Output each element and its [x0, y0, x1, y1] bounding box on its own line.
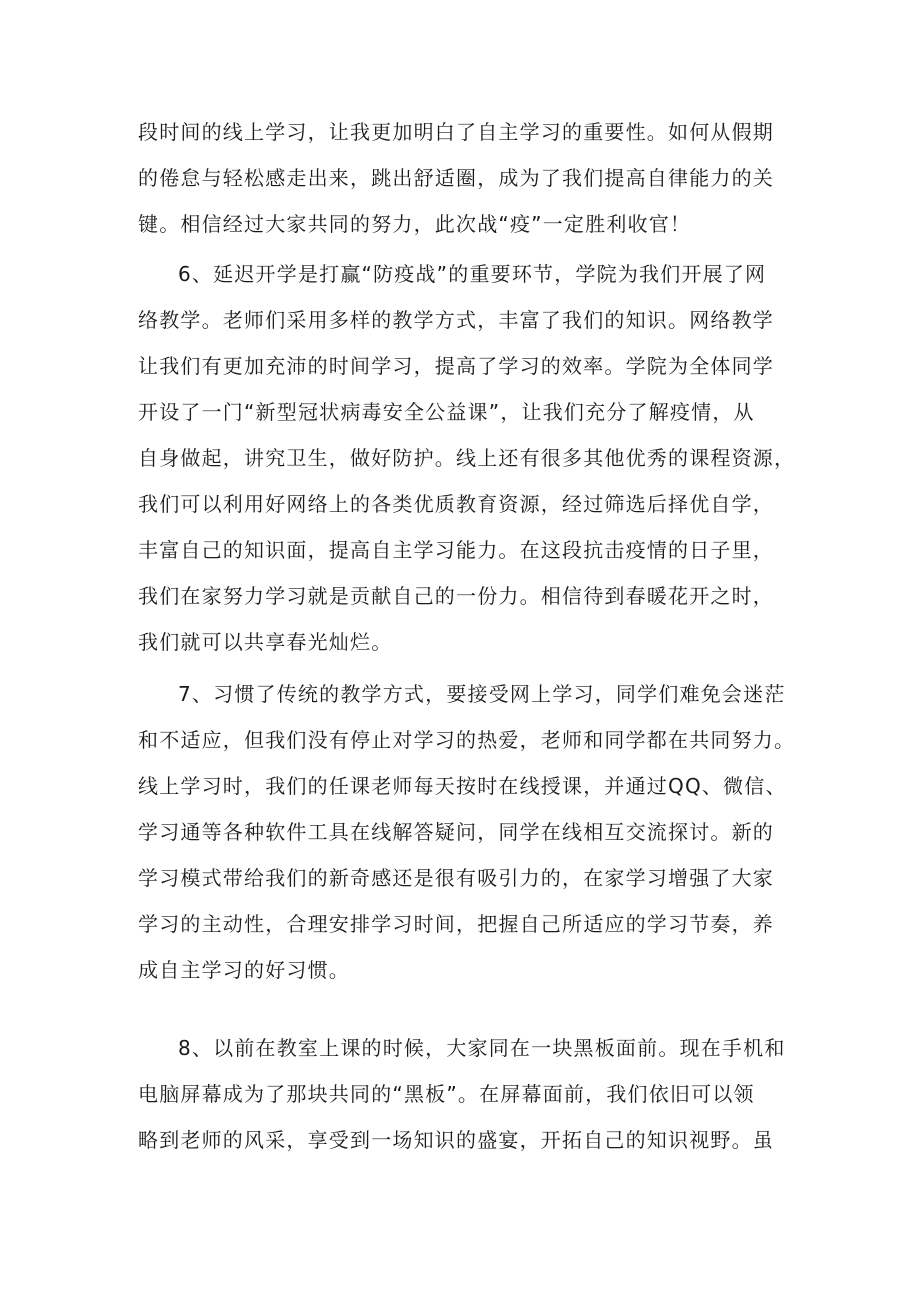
text-line: 开设了一门“新型冠状病毒安全公益课”，让我们充分了解疫情，从 — [138, 400, 755, 424]
text-line: 成自主学习的好习惯。 — [138, 958, 350, 982]
text-line: 丰富自己的知识面，提高自主学习能力。在这段抗击疫情的日子里， — [138, 538, 774, 562]
text-line: 学习的主动性，合理安排学习时间，把握自己所适应的学习节奏，养 — [138, 912, 774, 936]
text-line: 段时间的线上学习，让我更加明白了自主学习的重要性。如何从假期 — [138, 120, 774, 144]
text-line: 和不适应，但我们没有停止对学习的热爱，老师和同学都在共同努力。 — [138, 728, 796, 752]
text-line: 键。相信经过大家共同的努力，此次战“疫”一定胜利收官！ — [138, 212, 692, 236]
paragraph-6-first-line: 6、延迟开学是打赢“防疫战”的重要环节，学院为我们开展了网 — [178, 262, 767, 286]
text-line: 学习模式带给我们的新奇感还是很有吸引力的，在家学习增强了大家 — [138, 866, 774, 890]
text-line: 略到老师的风采，享受到一场知识的盛宴，开拓自己的知识视野。虽 — [138, 1128, 774, 1152]
text-line: 线上学习时，我们的任课老师每天按时在线授课，并通过QQ、微信、 — [138, 774, 787, 798]
text-line: 我们就可以共享春光灿烂。 — [138, 630, 393, 654]
text-line: 自身做起，讲究卫生，做好防护。线上还有很多其他优秀的课程资源， — [138, 446, 796, 470]
text-line: 络教学。老师们采用多样的教学方式，丰富了我们的知识。网络教学 — [138, 308, 774, 332]
text-line: 让我们有更加充沛的时间学习，提高了学习的效率。学院为全体同学 — [138, 354, 774, 378]
text-line: 我们在家努力学习就是贡献自己的一份力。相信待到春暖花开之时， — [138, 584, 774, 608]
text-line: 电脑屏幕成为了那块共同的“黑板”。在屏幕面前，我们依旧可以领 — [138, 1082, 755, 1106]
paragraph-7-first-line: 7、习惯了传统的教学方式，要接受网上学习，同学们难免会迷茫 — [178, 682, 786, 706]
text-line: 我们可以利用好网络上的各类优质教育资源，经过筛选后择优自学， — [138, 492, 774, 516]
text-line: 学习通等各种软件工具在线解答疑问，同学在线相互交流探讨。新的 — [138, 820, 774, 844]
text-line: 的倦怠与轻松感走出来，跳出舒适圈，成为了我们提高自律能力的关 — [138, 166, 774, 190]
paragraph-8-first-line: 8、以前在教室上课的时候，大家同在一块黑板面前。现在手机和 — [178, 1036, 786, 1060]
